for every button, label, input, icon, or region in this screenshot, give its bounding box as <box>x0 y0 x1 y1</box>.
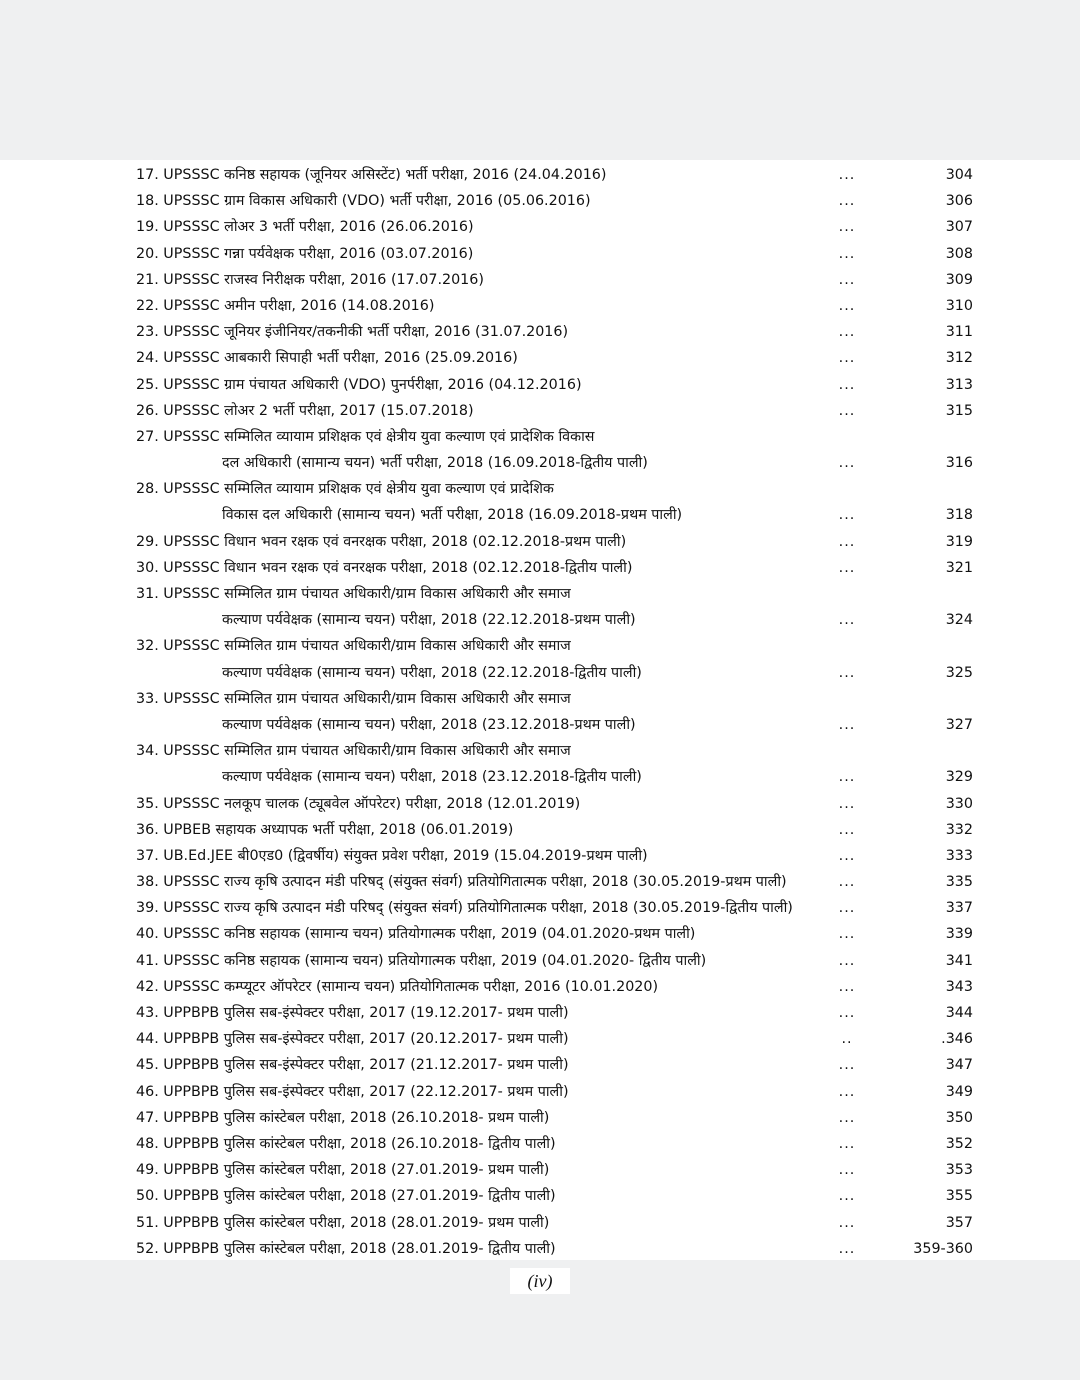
toc-page-number: 311 <box>945 324 973 341</box>
toc-entry-line <box>108 843 980 869</box>
toc-leader-dots: ... <box>838 324 856 341</box>
toc-entry-line <box>108 895 980 921</box>
toc-entry-title: 28. UPSSSC सम्मिलित व्यायाम प्रशिक्षक एवं क्षेत्रीय युवा कल्याण एवं प्रादेशिक <box>136 481 554 498</box>
toc-page-number: 309 <box>945 271 973 288</box>
toc-leader-dots: ... <box>838 664 856 681</box>
toc-page-number: 333 <box>945 847 973 864</box>
toc-leader-dots: ... <box>838 716 856 733</box>
toc-entry-title: 42. UPSSSC कम्प्यूटर ऑपरेटर (सामान्य चयन) प्रतियोगितात्मक परीक्षा, 2016 (10.01.2020) <box>136 978 659 995</box>
toc-entry <box>108 1157 980 1183</box>
toc-leader-dots: ... <box>838 1240 856 1257</box>
toc-entry-line <box>108 398 980 424</box>
toc-entry-line <box>108 1052 980 1078</box>
toc-leader-dots: ... <box>838 376 856 393</box>
toc-entry-line <box>108 241 980 267</box>
toc-leader-dots: ... <box>838 874 856 891</box>
toc-entry <box>108 581 980 633</box>
toc-entry <box>108 791 980 817</box>
toc-entry-title-continued: कल्याण पर्यवेक्षक (सामान्य चयन) परीक्षा, 2018 (22.12.2018-द्वितीय पाली) <box>222 664 642 681</box>
toc-page-number: 324 <box>945 612 973 629</box>
toc-entry-title: 22. UPSSSC अमीन परीक्षा, 2016 (14.08.2016) <box>136 297 435 314</box>
toc-entry-title: 44. UPPBPB पुलिस सब-इंस्पेक्टर परीक्षा, 2017 (20.12.2017- प्रथम पाली) <box>136 1031 569 1048</box>
toc-entry <box>108 895 980 921</box>
toc-entry-line <box>108 267 980 293</box>
toc-entry-title: 46. UPPBPB पुलिस सब-इंस्पेक्टर परीक्षा, 2017 (22.12.2017- प्रथम पाली) <box>136 1083 569 1100</box>
toc-leader-dots: ... <box>838 559 856 576</box>
toc-entry-line <box>108 1079 980 1105</box>
toc-leader-dots: ... <box>838 1005 856 1021</box>
toc-page-number: 318 <box>945 507 973 524</box>
toc-entry-line <box>108 424 980 450</box>
toc-page-number: 325 <box>945 664 973 681</box>
toc-entry-line <box>108 450 980 476</box>
toc-page-number: 312 <box>945 350 973 367</box>
toc-leader-dots: ... <box>838 219 856 236</box>
toc-entry-line <box>108 712 980 738</box>
toc-entry <box>108 738 980 790</box>
toc-entry-line <box>108 1026 980 1052</box>
toc-page-number: 357 <box>945 1214 973 1231</box>
toc-entry-line <box>108 529 980 555</box>
toc-entry-title: 39. UPSSSC राज्य कृषि उत्पादन मंडी परिषद् (संयुक्त संवर्ग) प्रतियोगितात्मक परीक्षा, 2018 (30.05.2019-द्वितीय पाली) <box>136 900 793 917</box>
toc-entry <box>108 1026 980 1052</box>
toc-entry-line <box>108 686 980 712</box>
toc-page-number: 337 <box>945 900 973 917</box>
toc-entry <box>108 633 980 685</box>
toc-entry <box>108 974 980 1000</box>
toc-page-number: 306 <box>945 193 973 210</box>
toc-entry-line <box>108 948 980 974</box>
toc-entry-title: 29. UPSSSC विधान भवन रक्षक एवं वनरक्षक परीक्षा, 2018 (02.12.2018-प्रथम पाली) <box>136 533 627 550</box>
toc-page-number: 353 <box>945 1162 973 1179</box>
toc-entry-line <box>108 1105 980 1131</box>
toc-entry-title: 30. UPSSSC विधान भवन रक्षक एवं वनरक्षक परीक्षा, 2018 (02.12.2018-द्वितीय पाली) <box>136 559 633 576</box>
toc-entry-line <box>108 791 980 817</box>
toc-entry-title: 20. UPSSSC गन्ना पर्यवेक्षक परीक्षा, 2016 (03.07.2016) <box>136 245 474 262</box>
toc-leader-dots: ... <box>838 1109 856 1126</box>
toc-entry <box>108 817 980 843</box>
toc-entry-title: 33. UPSSSC सम्मिलित ग्राम पंचायत अधिकारी/ग्राम विकास अधिकारी और समाज <box>136 690 571 707</box>
toc-entry-line <box>108 1210 980 1236</box>
toc-entry-title: 18. UPSSSC ग्राम विकास अधिकारी (VDO) भर्ती परीक्षा, 2016 (05.06.2016) <box>136 193 591 210</box>
toc-page-number: 343 <box>945 978 973 995</box>
toc-entry-line <box>108 476 980 502</box>
toc-page-number: 339 <box>945 926 973 943</box>
toc-page-number: 327 <box>945 716 973 733</box>
page-number-footer: (iv) <box>510 1268 570 1294</box>
toc-entry-title: 23. UPSSSC जूनियर इंजीनियर/तकनीकी भर्ती परीक्षा, 2016 (31.07.2016) <box>136 324 569 341</box>
toc-page-number: 313 <box>945 376 973 393</box>
toc-page-number: 315 <box>945 402 973 419</box>
toc-page-number: 349 <box>945 1083 973 1100</box>
toc-page-number: 335 <box>945 874 973 891</box>
toc-leader-dots: ... <box>838 795 856 812</box>
toc-entry-line <box>108 738 980 764</box>
toc-entry-title: 25. UPSSSC ग्राम पंचायत अधिकारी (VDO) पुनर्परीक्षा, 2016 (04.12.2016) <box>136 376 582 393</box>
toc-entry-title: 19. UPSSSC लोअर 3 भर्ती परीक्षा, 2016 (26.06.2016) <box>136 219 474 236</box>
toc-page-number: 319 <box>945 533 973 550</box>
toc-entry-title-continued: दल अधिकारी (सामान्य चयन) भर्ती परीक्षा, 2018 (16.09.2018-द्वितीय पाली) <box>222 455 648 472</box>
toc-page-number: 307 <box>945 219 973 236</box>
toc-entry-line <box>108 660 980 686</box>
toc-entry <box>108 1236 980 1262</box>
toc-leader-dots: ... <box>838 1135 856 1152</box>
toc-entry-line <box>108 555 980 581</box>
toc-entry <box>108 214 980 240</box>
toc-leader-dots: .. <box>841 1031 853 1048</box>
toc-entry-title: 45. UPPBPB पुलिस सब-इंस्पेक्टर परीक्षा, 2017 (21.12.2017- प्रथम पाली) <box>136 1057 569 1074</box>
toc-leader-dots: ... <box>838 245 856 262</box>
toc-entry <box>108 869 980 895</box>
toc-entry-title: 38. UPSSSC राज्य कृषि उत्पादन मंडी परिषद् (संयुक्त संवर्ग) प्रतियोगितात्मक परीक्षा, 2018 (30.05.2019-प्रथम पाली) <box>136 874 787 891</box>
toc-entry-title: 40. UPSSSC कनिष्ठ सहायक (सामान्य चयन) प्रतियोगात्मक परीक्षा, 2019 (04.01.2020-प्रथम पाली) <box>136 926 696 943</box>
toc-leader-dots: ... <box>838 900 856 917</box>
toc-entry-line <box>108 1183 980 1209</box>
toc-entry-line <box>108 921 980 947</box>
toc-entry <box>108 1105 980 1131</box>
toc-entry <box>108 921 980 947</box>
toc-entry <box>108 398 980 424</box>
toc-entry-line <box>108 817 980 843</box>
toc-page-number: 332 <box>945 821 973 838</box>
toc-entry <box>108 476 980 528</box>
toc-entry-title: 34. UPSSSC सम्मिलित ग्राम पंचायत अधिकारी/ग्राम विकास अधिकारी और समाज <box>136 743 571 760</box>
toc-leader-dots: ... <box>838 297 856 314</box>
toc-page-number: 304 <box>945 167 973 183</box>
toc-entry-line <box>108 1131 980 1157</box>
toc-entry-title: 43. UPPBPB पुलिस सब-इंस्पेक्टर परीक्षा, 2017 (19.12.2017- प्रथम पाली) <box>136 1005 569 1021</box>
toc-entry-line <box>108 1157 980 1183</box>
toc-entry-title-continued: कल्याण पर्यवेक्षक (सामान्य चयन) परीक्षा, 2018 (23.12.2018-प्रथम पाली) <box>222 716 636 733</box>
toc-leader-dots: ... <box>838 978 856 995</box>
toc-entry-line <box>108 345 980 371</box>
toc-entry-line <box>108 293 980 319</box>
toc-entry <box>108 1210 980 1236</box>
toc-entry-line <box>108 581 980 607</box>
toc-leader-dots: ... <box>838 769 856 786</box>
toc-page-number: 347 <box>945 1057 973 1074</box>
toc-entry-title: 36. UPBEB सहायक अध्यापक भर्ती परीक्षा, 2018 (06.01.2019) <box>136 821 514 838</box>
toc-entry-title: 50. UPPBPB पुलिस कांस्टेबल परीक्षा, 2018 (27.01.2019- द्वितीय पाली) <box>136 1188 556 1205</box>
toc-entry-title: 48. UPPBPB पुलिस कांस्टेबल परीक्षा, 2018 (26.10.2018- द्वितीय पाली) <box>136 1135 556 1152</box>
toc-leader-dots: ... <box>838 847 856 864</box>
toc-entry-title: 41. UPSSSC कनिष्ठ सहायक (सामान्य चयन) प्रतियोगात्मक परीक्षा, 2019 (04.01.2020- द्वितीय पाली) <box>136 952 707 969</box>
toc-entry-line <box>108 372 980 398</box>
toc-entry-title: 32. UPSSSC सम्मिलित ग्राम पंचायत अधिकारी/ग्राम विकास अधिकारी और समाज <box>136 638 571 655</box>
toc-leader-dots: ... <box>838 1162 856 1179</box>
toc-leader-dots: ... <box>838 402 856 419</box>
toc-entry-line <box>108 633 980 659</box>
toc-entry <box>108 188 980 214</box>
toc-entry-title: 17. UPSSSC कनिष्ठ सहायक (जूनियर असिस्टेंट) भर्ती परीक्षा, 2016 (24.04.2016) <box>136 167 607 183</box>
toc-entry <box>108 1183 980 1209</box>
toc-page-number: 350 <box>945 1109 973 1126</box>
toc-leader-dots: ... <box>838 1188 856 1205</box>
toc-entry-line <box>108 607 980 633</box>
toc-entry <box>108 267 980 293</box>
toc-entry <box>108 555 980 581</box>
table-of-contents <box>108 162 980 1262</box>
toc-page-number: 352 <box>945 1135 973 1152</box>
toc-entry-line <box>108 1236 980 1262</box>
toc-entry-title: 27. UPSSSC सम्मिलित व्यायाम प्रशिक्षक एवं क्षेत्रीय युवा कल्याण एवं प्रादेशिक विकास <box>136 428 595 445</box>
toc-entry-line <box>108 764 980 790</box>
toc-leader-dots: ... <box>838 350 856 367</box>
toc-entry <box>108 1079 980 1105</box>
toc-entry <box>108 293 980 319</box>
toc-entry <box>108 424 980 476</box>
toc-entry-title-continued: कल्याण पर्यवेक्षक (सामान्य चयन) परीक्षा, 2018 (22.12.2018-प्रथम पाली) <box>222 612 636 629</box>
toc-leader-dots: ... <box>838 533 856 550</box>
toc-leader-dots: ... <box>838 926 856 943</box>
toc-entry-line <box>108 188 980 214</box>
toc-entry <box>108 241 980 267</box>
toc-entry-line <box>108 869 980 895</box>
toc-entry <box>108 372 980 398</box>
toc-entry <box>108 345 980 371</box>
toc-page-number: 329 <box>945 769 973 786</box>
toc-entry-title: 47. UPPBPB पुलिस कांस्टेबल परीक्षा, 2018 (26.10.2018- प्रथम पाली) <box>136 1109 550 1126</box>
toc-page-number: 355 <box>945 1188 973 1205</box>
toc-entry-title: 49. UPPBPB पुलिस कांस्टेबल परीक्षा, 2018 (27.01.2019- प्रथम पाली) <box>136 1162 550 1179</box>
toc-page-number: 308 <box>945 245 973 262</box>
toc-entry <box>108 529 980 555</box>
toc-leader-dots: ... <box>838 1057 856 1074</box>
toc-page-number: 330 <box>945 795 973 812</box>
toc-leader-dots: ... <box>838 271 856 288</box>
toc-entry <box>108 843 980 869</box>
toc-entry-title: 37. UB.Ed.JEE बी0एड0 (द्विवर्षीय) संयुक्त प्रवेश परीक्षा, 2019 (15.04.2019-प्रथम पाली) <box>136 847 648 864</box>
toc-leader-dots: ... <box>838 455 856 472</box>
toc-leader-dots: ... <box>838 193 856 210</box>
toc-entry-line <box>108 214 980 240</box>
toc-leader-dots: ... <box>838 612 856 629</box>
toc-leader-dots: ... <box>838 167 856 183</box>
toc-entry-line <box>108 974 980 1000</box>
toc-entry <box>108 162 980 188</box>
toc-entry <box>108 1000 980 1026</box>
toc-entry-line <box>108 502 980 528</box>
toc-page-number: 310 <box>945 297 973 314</box>
toc-entry-title-continued: कल्याण पर्यवेक्षक (सामान्य चयन) परीक्षा, 2018 (23.12.2018-द्वितीय पाली) <box>222 769 642 786</box>
toc-entry <box>108 686 980 738</box>
toc-entry-title: 51. UPPBPB पुलिस कांस्टेबल परीक्षा, 2018 (28.01.2019- प्रथम पाली) <box>136 1214 550 1231</box>
toc-entry-title: 35. UPSSSC नलकूप चालक (ट्यूबवेल ऑपरेटर) परीक्षा, 2018 (12.01.2019) <box>136 795 581 812</box>
toc-page-number: 344 <box>945 1005 973 1021</box>
toc-leader-dots: ... <box>838 507 856 524</box>
toc-entry <box>108 1052 980 1078</box>
toc-page-number: 321 <box>945 559 973 576</box>
toc-entry <box>108 319 980 345</box>
toc-leader-dots: ... <box>838 1214 856 1231</box>
toc-page-number: 316 <box>945 455 973 472</box>
toc-leader-dots: ... <box>838 821 856 838</box>
toc-leader-dots: ... <box>838 1083 856 1100</box>
toc-entry-line <box>108 1000 980 1026</box>
toc-entry <box>108 1131 980 1157</box>
toc-entry-title: 24. UPSSSC आबकारी सिपाही भर्ती परीक्षा, 2016 (25.09.2016) <box>136 350 518 367</box>
toc-entry-title: 31. UPSSSC सम्मिलित ग्राम पंचायत अधिकारी/ग्राम विकास अधिकारी और समाज <box>136 586 571 602</box>
toc-page-number: .346 <box>941 1031 973 1048</box>
toc-entry-line <box>108 319 980 345</box>
toc-entry <box>108 948 980 974</box>
toc-leader-dots: ... <box>838 952 856 969</box>
toc-entry-line <box>108 162 980 188</box>
toc-page-number: 341 <box>945 952 973 969</box>
toc-entry-title: 21. UPSSSC राजस्व निरीक्षक परीक्षा, 2016 (17.07.2016) <box>136 271 484 288</box>
toc-page-number: 359-360 <box>913 1240 973 1257</box>
toc-entry-title: 52. UPPBPB पुलिस कांस्टेबल परीक्षा, 2018 (28.01.2019- द्वितीय पाली) <box>136 1240 556 1257</box>
toc-entry-title-continued: विकास दल अधिकारी (सामान्य चयन) भर्ती परीक्षा, 2018 (16.09.2018-प्रथम पाली) <box>222 507 683 524</box>
toc-entry-title: 26. UPSSSC लोअर 2 भर्ती परीक्षा, 2017 (15.07.2018) <box>136 402 474 419</box>
